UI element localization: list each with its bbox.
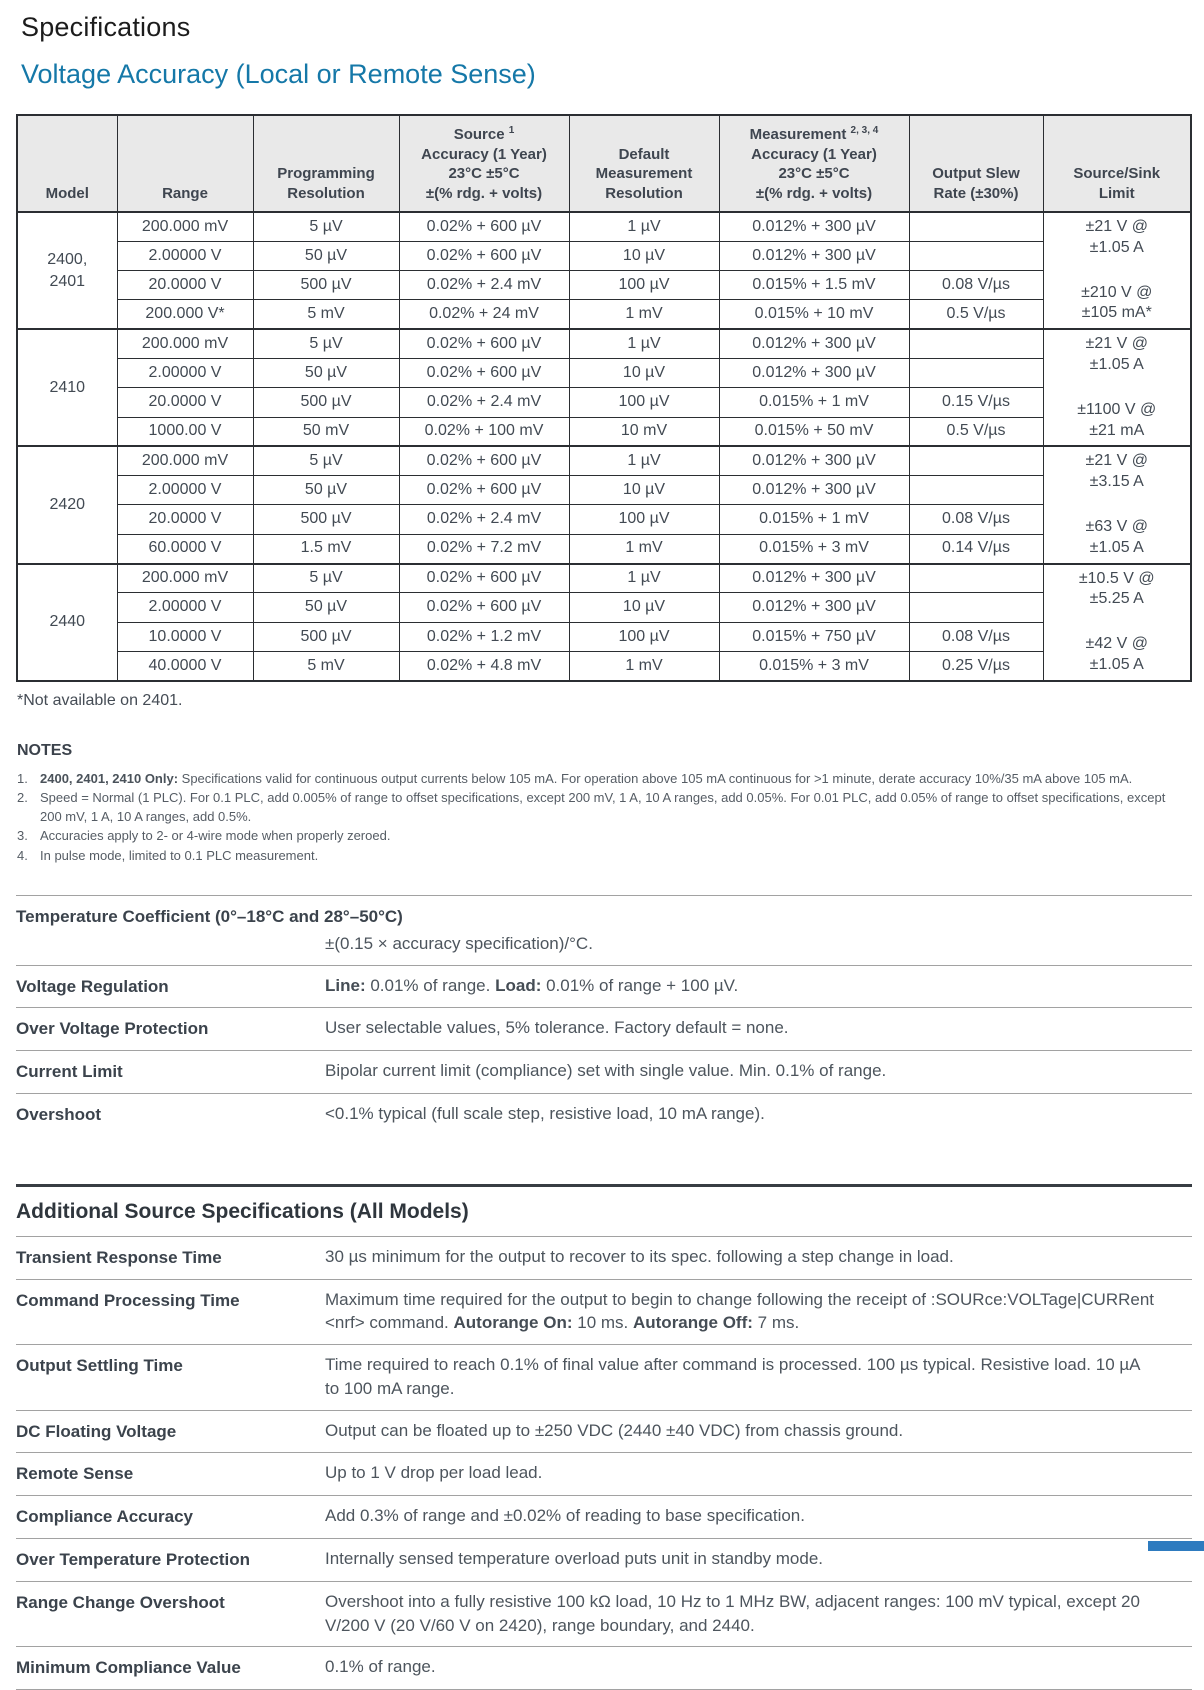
table-cell: 60.0000 V bbox=[117, 534, 253, 563]
spec-label: Minimum Compliance Value bbox=[16, 1658, 241, 1678]
footnote-superscript: 2, 3, 4 bbox=[850, 125, 879, 136]
footer-page-tab bbox=[1148, 1541, 1204, 1551]
table-cell: 0.015% + 50 mV bbox=[719, 417, 909, 446]
table-cell: 1000.00 V bbox=[117, 417, 253, 446]
voltage-accuracy-table bbox=[16, 114, 1192, 682]
spec-label: Command Processing Time bbox=[16, 1290, 240, 1310]
header-row bbox=[17, 115, 1191, 212]
model-group bbox=[17, 329, 1191, 446]
spec-row bbox=[16, 1051, 1192, 1094]
column-header: Source $^1$ Accuracy (1 Year) 23°C ±5°C ±(% rdg. + volts) bbox=[399, 115, 569, 212]
spec-value: Output can be floated up to ±250 VDC (2440 ±40 VDC) from chassis ground. bbox=[325, 1420, 904, 1440]
table-cell: 0.02% + 600 µV bbox=[399, 358, 569, 387]
source-sink-limit-cell bbox=[1043, 564, 1191, 681]
table-cell: 0.02% + 2.4 mV bbox=[399, 388, 569, 417]
source-sink-limit-cell bbox=[1043, 329, 1191, 446]
table-row bbox=[17, 271, 1191, 300]
table-cell: 10.0000 V bbox=[117, 622, 253, 651]
table-cell bbox=[909, 593, 1043, 622]
table-cell: 10 mV bbox=[569, 417, 719, 446]
table-cell: 50 µV bbox=[253, 241, 399, 270]
note-text: Speed = Normal (1 PLC). For 0.1 PLC, add 0.005% of range to offset specifications, except 200 mV, 1 A, 10 A ranges, add 0.05%. For 0.01 PLC, add 0.05% of range to offset specifications, except 200 mV, 1 A, 10 A ranges, add 0.5%. bbox=[40, 789, 1166, 825]
spec-label: Transient Response Time bbox=[16, 1247, 222, 1267]
spec-row bbox=[16, 1094, 1192, 1136]
table-header bbox=[17, 115, 1191, 212]
table-cell: 20.0000 V bbox=[117, 271, 253, 300]
table-cell: 10 µV bbox=[569, 476, 719, 505]
table-cell: 2.00000 V bbox=[117, 593, 253, 622]
spec-value: Internally sensed temperature overload puts unit in standby mode. bbox=[325, 1549, 824, 1569]
spec-value: Bipolar current limit (compliance) set with single value. Min. 0.1% of range. bbox=[325, 1061, 887, 1081]
table-cell: 0.25 V/µs bbox=[909, 651, 1043, 680]
limit-entry: ±21 V @ ±1.05 A bbox=[1085, 335, 1148, 373]
table-cell: 200.000 mV bbox=[117, 212, 253, 241]
table-cell: 0.02% + 24 mV bbox=[399, 300, 569, 329]
table-row bbox=[17, 241, 1191, 270]
table-cell: 0.14 V/µs bbox=[909, 534, 1043, 563]
table-row bbox=[17, 651, 1191, 680]
spec-label: Compliance Accuracy bbox=[16, 1507, 193, 1527]
note-item bbox=[17, 846, 1190, 865]
column-header: Programming Resolution bbox=[253, 115, 399, 212]
spec-value: Maximum time required for the output to begin to change following the receipt of :SOURce:VOLTage|CURRent <nrf> command. Autorange On: 10 ms. Autorange Off: 7 ms. bbox=[325, 1289, 1155, 1333]
column-header: Measurement $^{2, 3, 4}$ Accuracy (1 Year) 23°C ±5°C ±(% rdg. + volts) bbox=[719, 115, 909, 212]
table-cell: 2.00000 V bbox=[117, 241, 253, 270]
bold-text: Load: bbox=[495, 975, 542, 995]
table-cell: 50 mV bbox=[253, 417, 399, 446]
table-row bbox=[17, 300, 1191, 329]
spec-label: Current Limit bbox=[16, 1062, 123, 1082]
table-cell: 0.02% + 2.4 mV bbox=[399, 505, 569, 534]
bold-text: 2400, 2401, 2410 Only: bbox=[40, 770, 179, 786]
table-cell: 1 mV bbox=[569, 651, 719, 680]
table-cell: 0.012% + 300 µV bbox=[719, 241, 909, 270]
additional-source-specs-heading: Additional Source Specifications (All Models) bbox=[16, 1187, 1192, 1237]
table-cell: 1 µV bbox=[569, 446, 719, 475]
table-cell: 0.015% + 750 µV bbox=[719, 622, 909, 651]
table-cell: 0.015% + 3 mV bbox=[719, 651, 909, 680]
table-cell bbox=[909, 564, 1043, 593]
table-cell: 0.02% + 600 µV bbox=[399, 476, 569, 505]
table-cell: 1 µV bbox=[569, 212, 719, 241]
spec-value: <0.1% typical (full scale step, resistive load, 10 mA range). bbox=[325, 1103, 765, 1123]
table-cell: 500 µV bbox=[253, 388, 399, 417]
spec-value: Add 0.3% of range and ±0.02% of reading to base specification. bbox=[325, 1506, 805, 1526]
table-cell: 0.15 V/µs bbox=[909, 388, 1043, 417]
table-cell: 0.02% + 600 µV bbox=[399, 446, 569, 475]
limit-stack bbox=[1046, 569, 1189, 676]
limit-stack bbox=[1046, 334, 1189, 441]
footnote-superscript: 1 bbox=[508, 125, 515, 136]
limit-entry: ±210 V @ ±105 mA* bbox=[1081, 283, 1153, 322]
table-cell: 0.02% + 4.8 mV bbox=[399, 651, 569, 680]
section-title-voltage-accuracy: Voltage Accuracy (Local or Remote Sense) bbox=[21, 59, 536, 89]
table-row bbox=[17, 388, 1191, 417]
spec-row bbox=[16, 1582, 1192, 1648]
spec-value: 0.1% of range. bbox=[325, 1657, 436, 1677]
spec-label: Over Temperature Protection bbox=[16, 1550, 250, 1570]
table-row bbox=[17, 417, 1191, 446]
table-cell: 50 µV bbox=[253, 593, 399, 622]
table-cell: 50 µV bbox=[253, 476, 399, 505]
table-row bbox=[17, 534, 1191, 563]
spec-value: Time required to reach 0.1% of final value after command is processed. 100 µs typical. Resistive load. 10 µA to 100 mA range. bbox=[325, 1355, 1140, 1398]
additional-source-specs-section bbox=[16, 1184, 1192, 1690]
table-cell: 10 µV bbox=[569, 241, 719, 270]
note-number: 4. bbox=[17, 847, 28, 863]
spec-label: Output Settling Time bbox=[16, 1356, 183, 1376]
limit-stack bbox=[1046, 217, 1189, 324]
table-cell: 2.00000 V bbox=[117, 476, 253, 505]
table-cell bbox=[909, 241, 1043, 270]
model-group bbox=[17, 446, 1191, 563]
model-cell: 2440 bbox=[17, 564, 117, 681]
bold-text: Line: bbox=[325, 975, 366, 995]
model-group bbox=[17, 564, 1191, 681]
table-row bbox=[17, 505, 1191, 534]
note-number: 2. bbox=[17, 789, 28, 805]
column-header: Output Slew Rate (±30%) bbox=[909, 115, 1043, 212]
table-row bbox=[17, 564, 1191, 593]
model-cell: 2420 bbox=[17, 446, 117, 563]
note-item bbox=[17, 826, 1190, 845]
table-cell: 0.012% + 300 µV bbox=[719, 212, 909, 241]
table-cell: 0.012% + 300 µV bbox=[719, 564, 909, 593]
table-cell: 0.012% + 300 µV bbox=[719, 446, 909, 475]
spec-label: DC Floating Voltage bbox=[16, 1421, 177, 1441]
table-cell: 20.0000 V bbox=[117, 505, 253, 534]
spec-row bbox=[16, 1237, 1192, 1280]
table-row bbox=[17, 622, 1191, 651]
table-cell: 1 mV bbox=[569, 534, 719, 563]
spec-value: User selectable values, 5% tolerance. Factory default = none. bbox=[325, 1018, 789, 1038]
limit-entry: ±42 V @ ±1.05 A bbox=[1085, 635, 1148, 673]
spec-row bbox=[16, 1647, 1192, 1690]
table-cell: 0.02% + 600 µV bbox=[399, 329, 569, 358]
note-item bbox=[17, 769, 1190, 788]
table-cell: 5 mV bbox=[253, 300, 399, 329]
spec-row bbox=[16, 966, 1192, 1009]
spec-row bbox=[16, 1280, 1192, 1346]
note-item bbox=[17, 788, 1190, 826]
table-cell: 0.015% + 3 mV bbox=[719, 534, 909, 563]
table-cell: 1 mV bbox=[569, 300, 719, 329]
spec-row bbox=[16, 1496, 1192, 1539]
additional-spec-list bbox=[16, 1237, 1192, 1690]
table-cell: 100 µV bbox=[569, 505, 719, 534]
spec-row bbox=[16, 1411, 1192, 1454]
column-header: Default Measurement Resolution bbox=[569, 115, 719, 212]
table-cell: 500 µV bbox=[253, 622, 399, 651]
table-footnote: *Not available on 2401. bbox=[17, 691, 183, 709]
spec-label: Remote Sense bbox=[16, 1464, 134, 1484]
table-cell: 200.000 mV bbox=[117, 564, 253, 593]
spec-row bbox=[16, 1453, 1192, 1496]
table-cell: 10 µV bbox=[569, 358, 719, 387]
table-cell: 200.000 V* bbox=[117, 300, 253, 329]
table-cell: 0.5 V/µs bbox=[909, 300, 1043, 329]
table-cell: 0.015% + 1 mV bbox=[719, 388, 909, 417]
table-cell: 50 µV bbox=[253, 358, 399, 387]
table-cell: 5 µV bbox=[253, 564, 399, 593]
note-text: 2400, 2401, 2410 Only: Specifications valid for continuous output currents below 105 mA. For operation above 105 mA continuous for >1 minute, derate accuracy 10%/35 mA above 105 mA. bbox=[40, 770, 1133, 786]
table-cell: 10 µV bbox=[569, 593, 719, 622]
spec-value: Overshoot into a fully resistive 100 kΩ load, 10 Hz to 1 MHz BW, adjacent ranges: 100 mV typical, except 20 V/200 V (20 V/60 V on 2420), range boundary, and 2440. bbox=[325, 1591, 1140, 1635]
table-cell: 1 µV bbox=[569, 564, 719, 593]
notes-list bbox=[17, 769, 1190, 865]
table-cell: 0.08 V/µs bbox=[909, 505, 1043, 534]
table-cell: 5 µV bbox=[253, 446, 399, 475]
note-text: In pulse mode, limited to 0.1 PLC measurement. bbox=[40, 847, 319, 863]
table-row bbox=[17, 329, 1191, 358]
limit-entry: ±1100 V @ ±21 mA bbox=[1077, 400, 1157, 439]
spec-value: Up to 1 V drop per load lead. bbox=[325, 1463, 543, 1483]
table-cell: 5 µV bbox=[253, 329, 399, 358]
table-cell: 0.02% + 1.2 mV bbox=[399, 622, 569, 651]
limit-entry: ±10.5 V @ ±5.25 A bbox=[1078, 569, 1155, 608]
table-cell: 0.012% + 300 µV bbox=[719, 329, 909, 358]
spec-label: Voltage Regulation bbox=[16, 976, 169, 996]
spec-row bbox=[16, 896, 1192, 966]
spec-row bbox=[16, 1008, 1192, 1051]
table-cell: 500 µV bbox=[253, 505, 399, 534]
spec-value: Line: 0.01% of range. Load: 0.01% of range + 100 µV. bbox=[325, 975, 739, 995]
table-row bbox=[17, 593, 1191, 622]
table-cell: 20.0000 V bbox=[117, 388, 253, 417]
table-cell: 200.000 mV bbox=[117, 329, 253, 358]
table-cell bbox=[909, 358, 1043, 387]
source-sink-limit-cell bbox=[1043, 446, 1191, 563]
table-cell: 200.000 mV bbox=[117, 446, 253, 475]
note-number: 3. bbox=[17, 828, 28, 844]
table-cell: 0.012% + 300 µV bbox=[719, 593, 909, 622]
general-spec-list bbox=[16, 895, 1192, 1136]
table-cell: 0.015% + 10 mV bbox=[719, 300, 909, 329]
table-row bbox=[17, 358, 1191, 387]
table-row bbox=[17, 476, 1191, 505]
note-text: Accuracies apply to 2- or 4-wire mode when properly zeroed. bbox=[40, 828, 391, 844]
limit-entry: ±21 V @ ±3.15 A bbox=[1085, 452, 1148, 491]
limit-stack bbox=[1046, 451, 1189, 558]
column-header: Model bbox=[17, 115, 117, 212]
table-cell bbox=[909, 446, 1043, 475]
table-cell: 5 mV bbox=[253, 651, 399, 680]
source-sink-limit-cell bbox=[1043, 212, 1191, 329]
table-cell: 0.08 V/µs bbox=[909, 271, 1043, 300]
table-cell: 100 µV bbox=[569, 388, 719, 417]
table-cell: 0.08 V/µs bbox=[909, 622, 1043, 651]
table-cell: 0.02% + 600 µV bbox=[399, 593, 569, 622]
table-cell: 500 µV bbox=[253, 271, 399, 300]
spec-row bbox=[16, 1539, 1192, 1582]
table-cell: 0.012% + 300 µV bbox=[719, 476, 909, 505]
table-cell: 0.02% + 600 µV bbox=[399, 241, 569, 270]
model-cell: 2410 bbox=[17, 329, 117, 446]
bold-text: Autorange Off: bbox=[632, 1313, 753, 1333]
column-header: Range bbox=[117, 115, 253, 212]
table-cell: 0.015% + 1.5 mV bbox=[719, 271, 909, 300]
spec-label: Temperature Coefficient (0°–18°C and 28°–50°C) bbox=[16, 906, 403, 926]
table-cell: 5 µV bbox=[253, 212, 399, 241]
limit-entry: ±21 V @ ±1.05 A bbox=[1085, 218, 1148, 256]
limit-entry: ±63 V @ ±1.05 A bbox=[1085, 517, 1148, 556]
spec-value: 30 µs minimum for the output to recover to its spec. following a step change in load. bbox=[325, 1246, 954, 1266]
spec-label: Overshoot bbox=[16, 1104, 102, 1124]
spec-value: ±(0.15 × accuracy specification)/°C. bbox=[325, 933, 593, 953]
table-cell: 0.02% + 7.2 mV bbox=[399, 534, 569, 563]
table-cell: 100 µV bbox=[569, 622, 719, 651]
notes-heading: NOTES bbox=[17, 741, 73, 759]
note-number: 1. bbox=[17, 770, 28, 786]
table-cell bbox=[909, 212, 1043, 241]
spec-label: Over Voltage Protection bbox=[16, 1019, 209, 1039]
table-cell: 0.012% + 300 µV bbox=[719, 358, 909, 387]
table-cell: 1.5 mV bbox=[253, 534, 399, 563]
spec-label: Range Change Overshoot bbox=[16, 1592, 225, 1612]
notes-section bbox=[17, 742, 1190, 865]
table-cell: 0.02% + 600 µV bbox=[399, 564, 569, 593]
table-row bbox=[17, 446, 1191, 475]
table-cell: 0.02% + 600 µV bbox=[399, 212, 569, 241]
model-cell: 2400, 2401 bbox=[17, 212, 117, 329]
table-cell: 1 µV bbox=[569, 329, 719, 358]
spec-row bbox=[16, 1345, 1192, 1411]
table-row bbox=[17, 212, 1191, 241]
table-cell: 0.015% + 1 mV bbox=[719, 505, 909, 534]
table-cell: 100 µV bbox=[569, 271, 719, 300]
table-cell: 2.00000 V bbox=[117, 358, 253, 387]
table-cell: 40.0000 V bbox=[117, 651, 253, 680]
table-cell: 0.02% + 2.4 mV bbox=[399, 271, 569, 300]
table-cell: 0.5 V/µs bbox=[909, 417, 1043, 446]
page-title: Specifications bbox=[21, 12, 191, 42]
model-group bbox=[17, 212, 1191, 329]
column-header: Source/Sink Limit bbox=[1043, 115, 1191, 212]
bold-text: Autorange On: bbox=[453, 1313, 573, 1333]
table-cell: 0.02% + 100 mV bbox=[399, 417, 569, 446]
table-cell bbox=[909, 476, 1043, 505]
table-cell bbox=[909, 329, 1043, 358]
